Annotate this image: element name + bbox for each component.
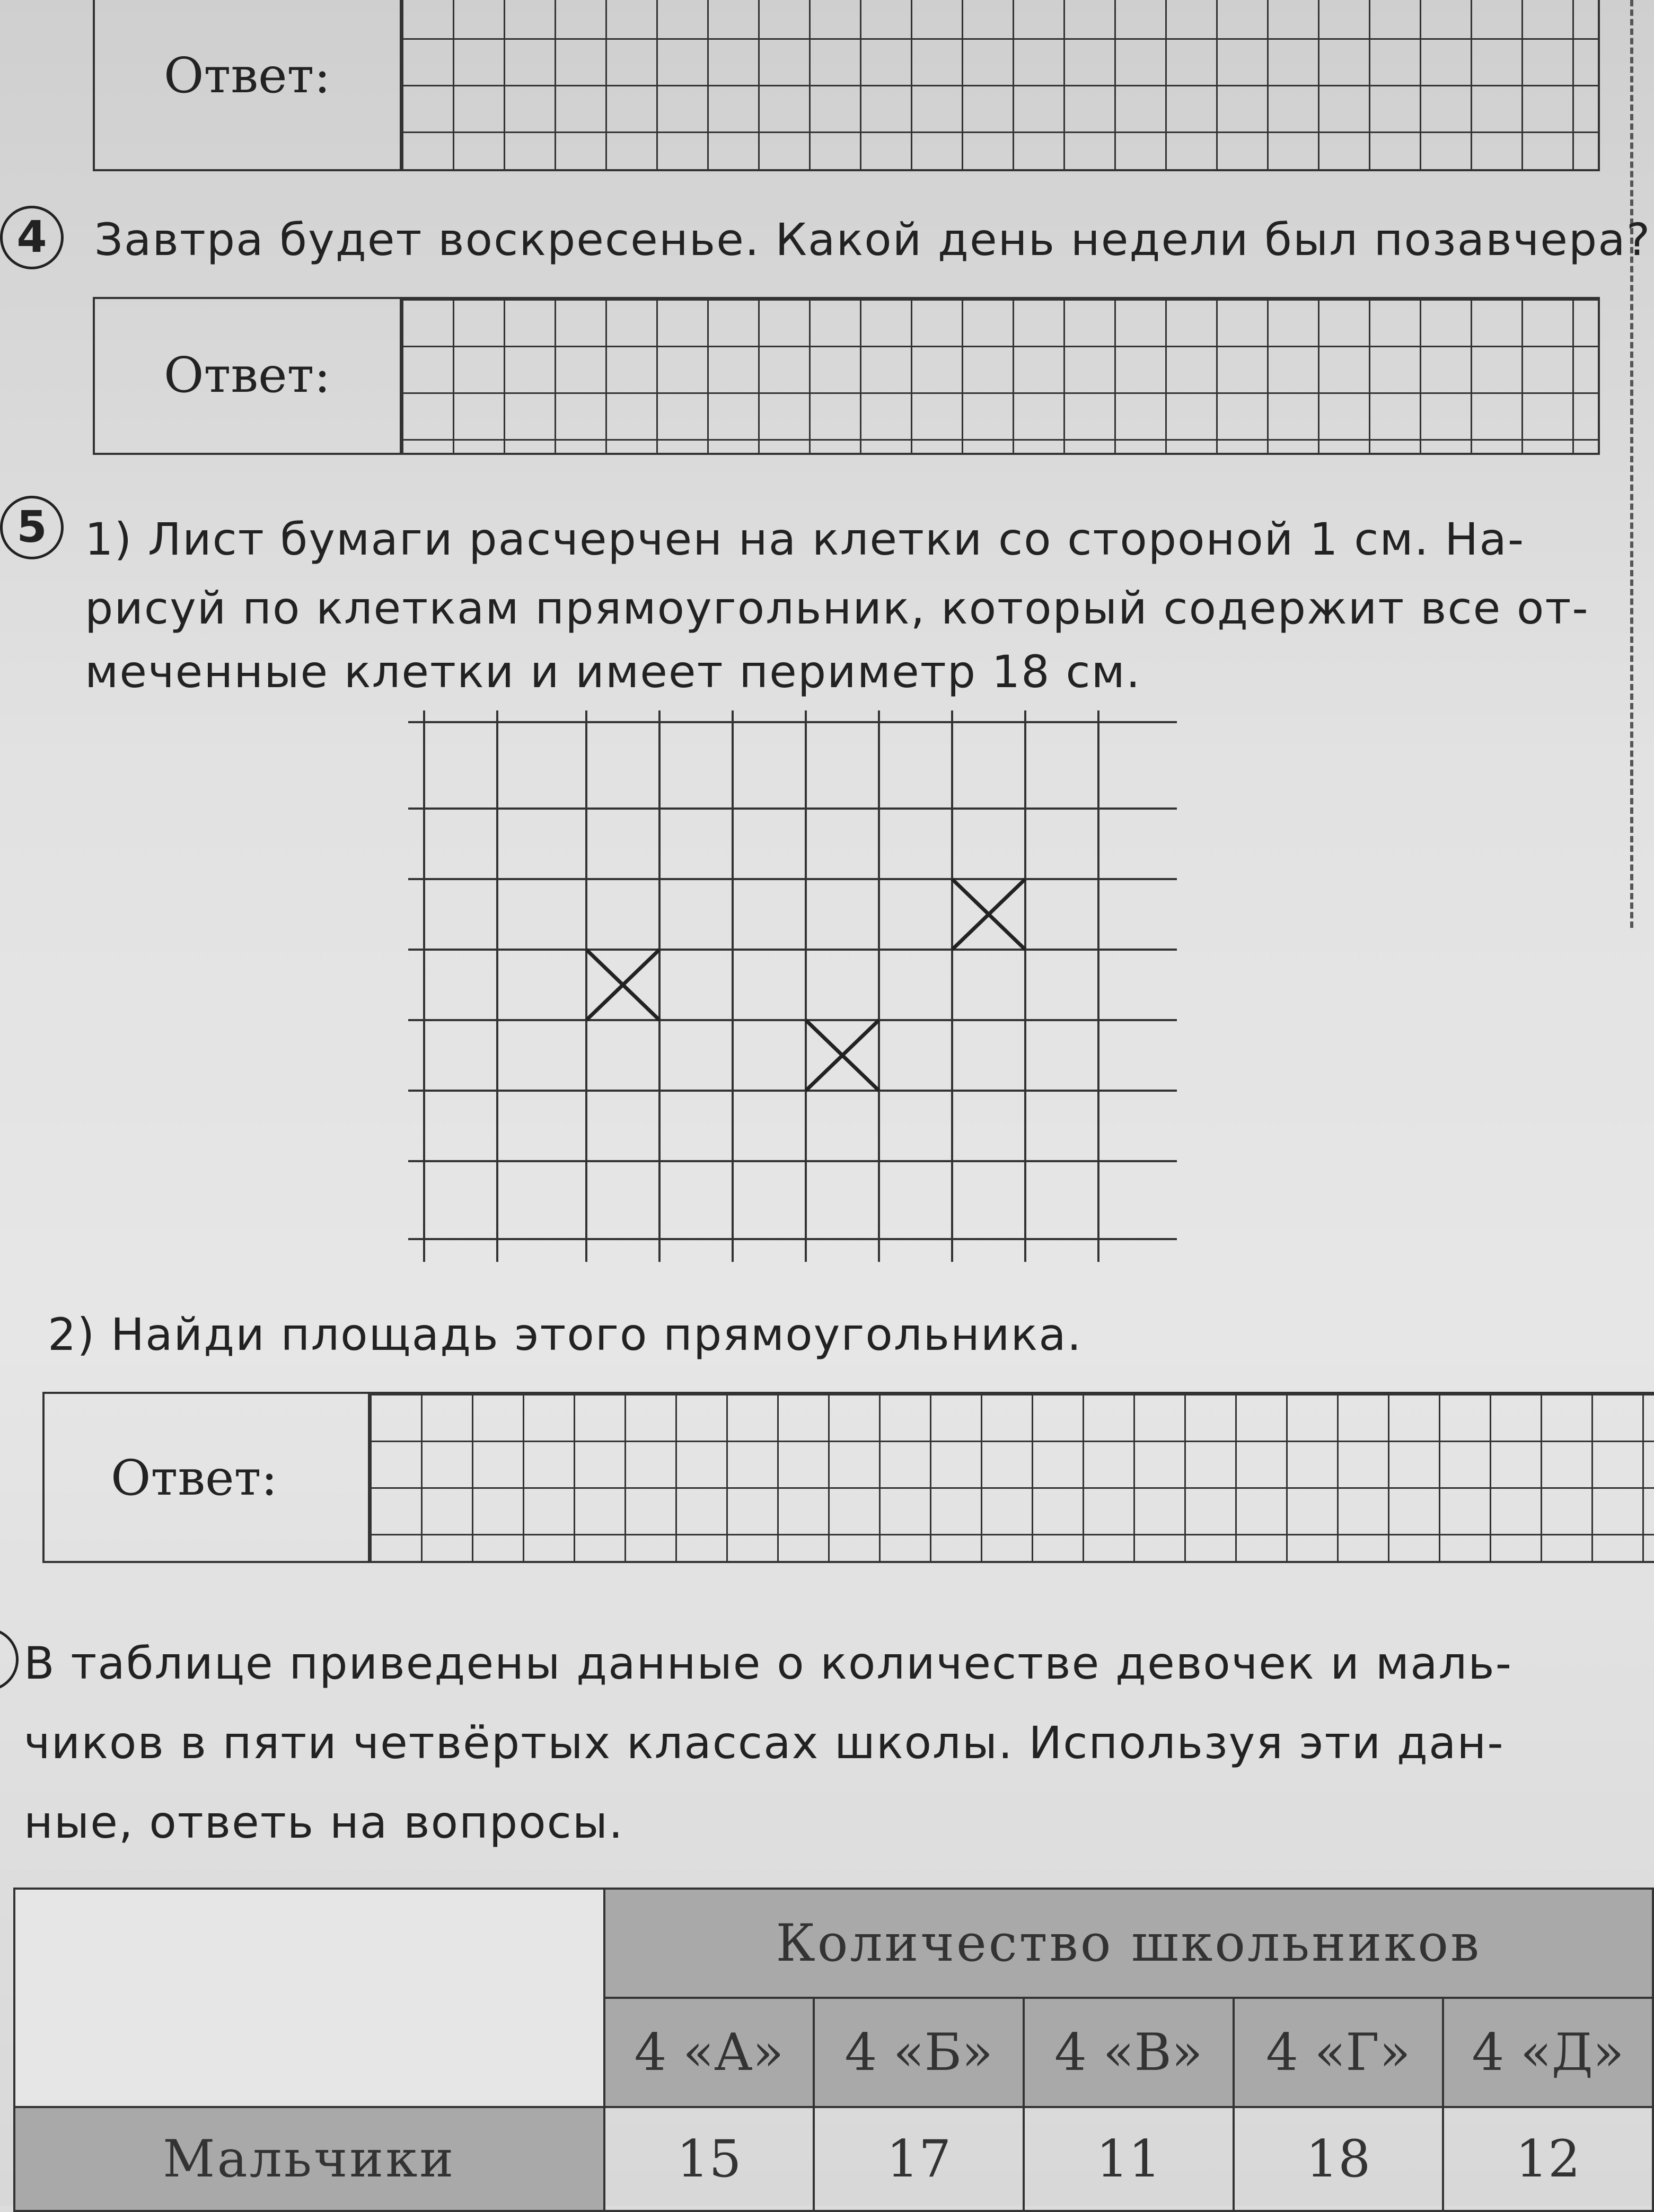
question-5-line-2: рисуй по клеткам прямоугольник, который содержит все от-	[85, 582, 1589, 634]
answer-cells[interactable]	[368, 1394, 1654, 1561]
table-class-header: 4 «Г»	[1234, 1998, 1443, 2107]
cut-line	[1630, 0, 1633, 928]
question-5-line-3: меченные клетки и имеет периметр 18 см.	[85, 646, 1141, 698]
table-class-header: 4 «В»	[1024, 1998, 1234, 2107]
table-cell: 12	[1443, 2107, 1653, 2211]
table-class-header: 4 «Д»	[1443, 1998, 1653, 2107]
table-cell: 18	[1234, 2107, 1443, 2211]
answer-label: Ответ:	[111, 1450, 278, 1506]
table-class-header: 4 «А»	[604, 1998, 814, 2107]
answer-box-q3	[93, 0, 1600, 171]
table-cell: 15	[604, 2107, 814, 2211]
data-table	[13, 1888, 1654, 2212]
answer-box-q5	[42, 1392, 1654, 1563]
question-6-line-3: ные, ответь на вопросы.	[24, 1796, 624, 1848]
question-number-4: 4	[0, 206, 64, 269]
question-number-6	[0, 1628, 19, 1691]
answer-cells[interactable]	[400, 0, 1600, 169]
question-5-part-2: 2) Найди площадь этого прямоугольника.	[48, 1309, 1083, 1360]
answer-box-q4	[93, 297, 1600, 455]
question-6-line-1: В таблице приведены данные о количестве девочек и маль-	[24, 1637, 1513, 1689]
question-4-text: Завтра будет воскресенье. Какой день недели был позавчера?	[94, 214, 1651, 266]
drawing-grid[interactable]	[408, 710, 1203, 1267]
table-row-label: Мальчики	[14, 2107, 604, 2211]
table-class-header: 4 «Б»	[814, 1998, 1024, 2107]
question-6-line-2: чиков в пяти четвёртых классах школы. Используя эти дан-	[24, 1717, 1505, 1769]
table-corner-cell	[14, 1889, 604, 2107]
table-cell: 17	[814, 2107, 1024, 2211]
answer-label: Ответ:	[164, 47, 331, 104]
table-cell: 11	[1024, 2107, 1234, 2211]
question-5-line-1: 1) Лист бумаги расчерчен на клетки со стороной 1 см. На-	[85, 513, 1525, 565]
table-header: Количество школьников	[604, 1889, 1653, 1998]
answer-label: Ответ:	[164, 347, 331, 403]
answer-cells[interactable]	[400, 299, 1600, 453]
question-number-5: 5	[0, 496, 64, 559]
